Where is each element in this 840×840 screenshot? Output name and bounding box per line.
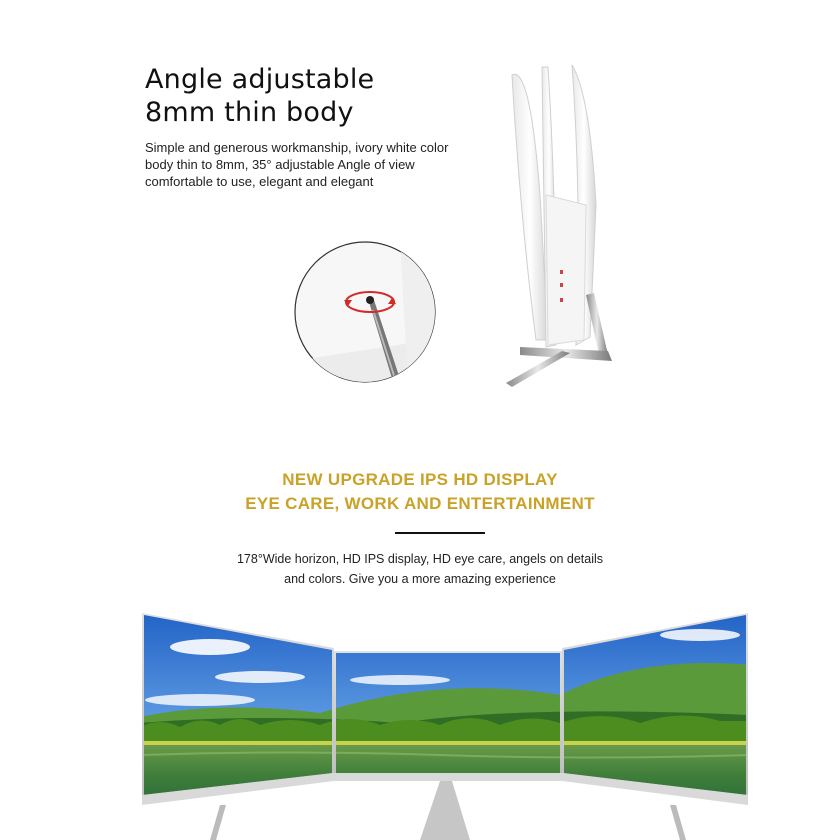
feature-title-line-1: Angle adjustable bbox=[145, 64, 375, 95]
description-line: body thin to 8mm, 35° adjustable Angle of view bbox=[145, 157, 415, 172]
display-headline-line-2: EYE CARE, WORK AND ENTERTAINMENT bbox=[245, 494, 595, 513]
description-line: comfortable to use, elegant and elegant bbox=[145, 174, 374, 189]
display-subtext-line-1: 178°Wide horizon, HD IPS display, HD eye care, angels on details bbox=[236, 552, 604, 566]
display-subtext-line-2: and colors. Give you a more amazing experience bbox=[284, 572, 556, 586]
adjustment-detail-zoom-image bbox=[290, 240, 440, 385]
feature-description bbox=[145, 139, 495, 190]
three-panel-display-image bbox=[140, 605, 750, 840]
monitor-side-view-image bbox=[490, 55, 640, 395]
headline-divider bbox=[395, 532, 485, 534]
description-line: Simple and generous workmanship, ivory white color bbox=[145, 140, 449, 155]
feature-title-line-2: 8mm thin body bbox=[145, 97, 354, 128]
display-headline-line-1: NEW UPGRADE IPS HD DISPLAY bbox=[282, 470, 558, 489]
